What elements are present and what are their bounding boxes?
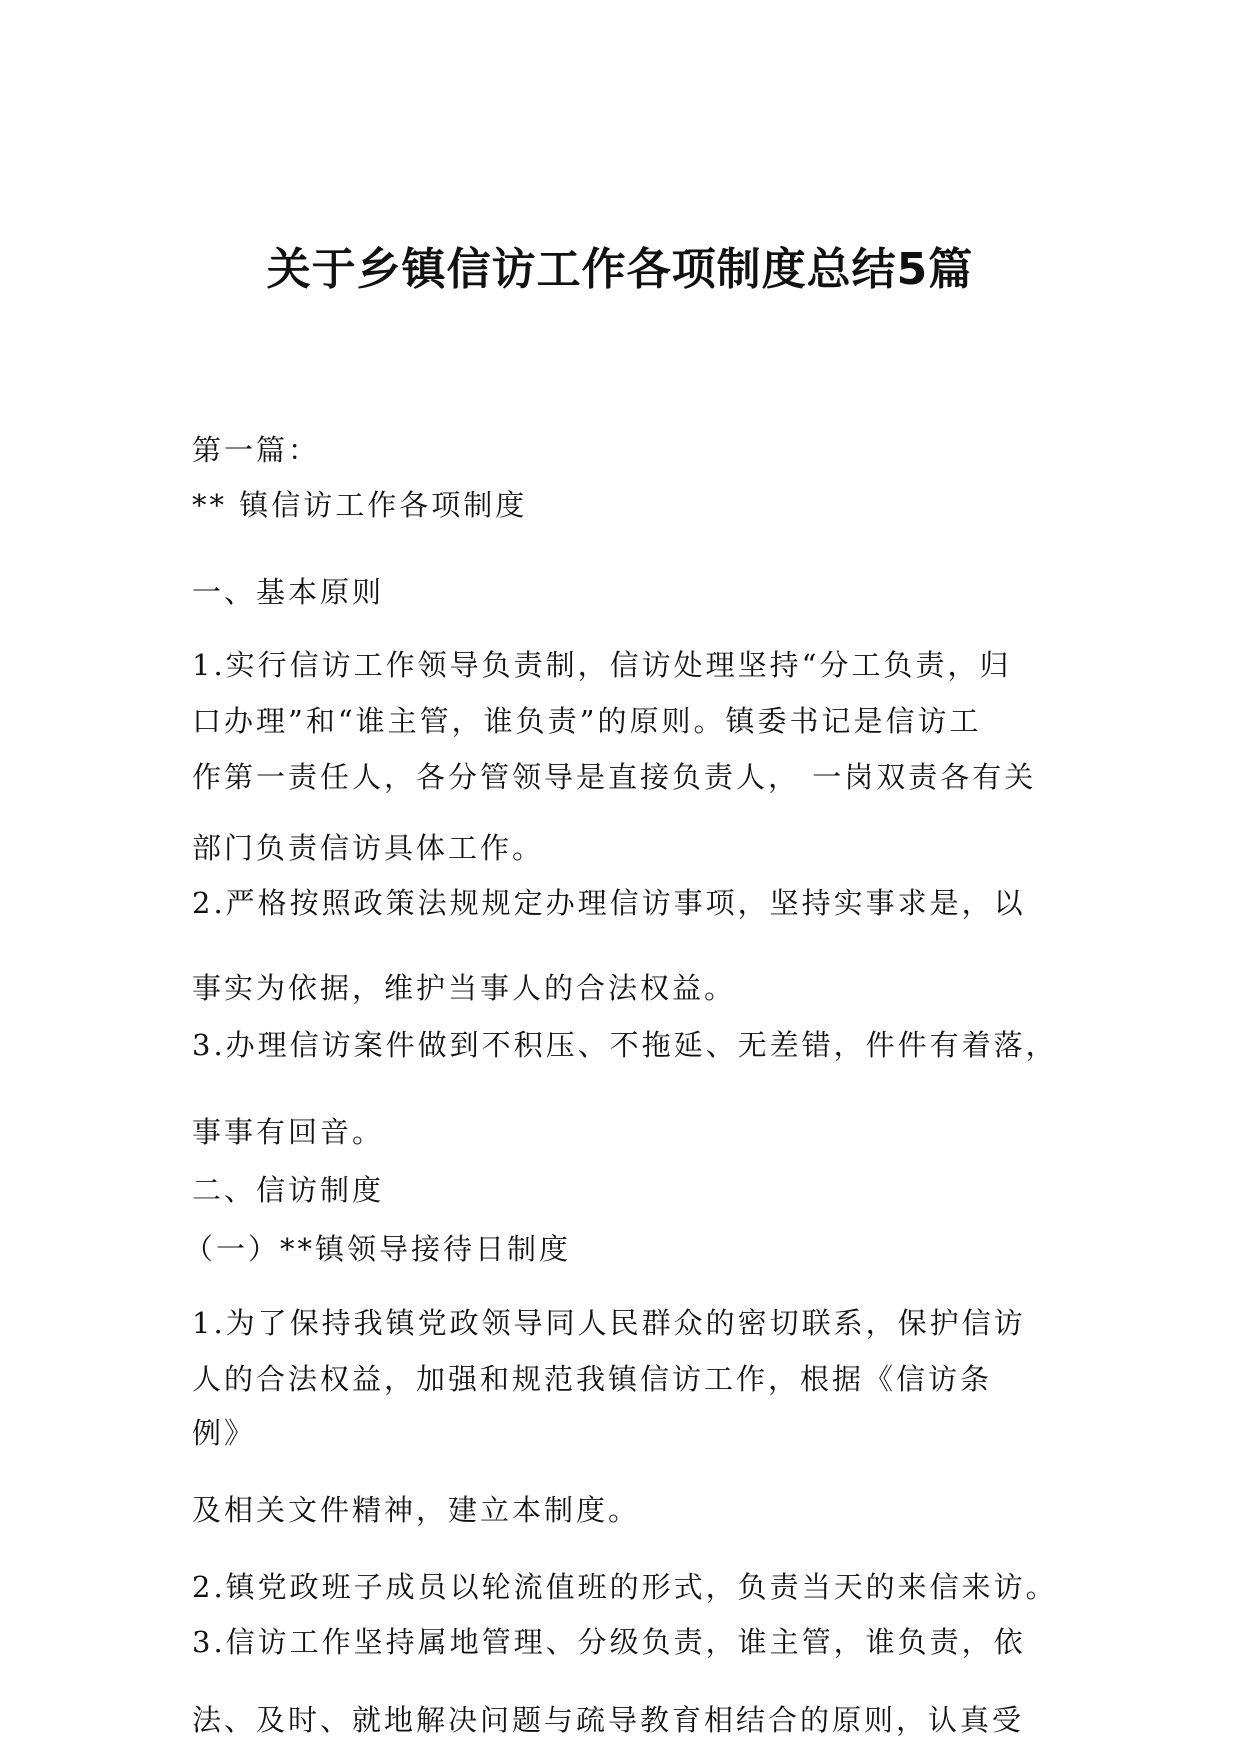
text-line: 1.实行信访工作领导负责制，信访处理坚持“分工负责，归 [192, 648, 1012, 682]
text-line: 1.为了保持我镇党政领导同人民群众的密切联系，保护信访 [192, 1306, 1026, 1340]
section-heading: 二、信访制度 [192, 1173, 385, 1207]
text-line: 事事有回音。 [192, 1115, 385, 1149]
document-title: 关于乡镇信访工作各项制度总结5篇 [266, 244, 974, 295]
text-line: 事实为依据，维护当事人的合法权益。 [192, 971, 737, 1005]
text-line: 例》 [192, 1416, 257, 1450]
text-line: 部门负责信访具体工作。 [192, 831, 545, 865]
text-line: 第一篇： [192, 433, 321, 467]
text-line: 法、及时、就地解决问题与疏导教育相结合的原则，认真受 [192, 1703, 1025, 1737]
text-line: 人的合法权益，加强和规范我镇信访工作，根据《信访条 [192, 1362, 993, 1396]
text-line: 口办理”和“谁主管，谁负责”的原则。镇委书记是信访工 [192, 704, 982, 738]
text-line: 3.办理信访案件做到不积压、不拖延、无差错，件件有着落， [192, 1028, 1058, 1062]
text-line: ** 镇信访工作各项制度 [192, 488, 528, 522]
section-heading: 一、基本原则 [192, 575, 385, 609]
text-line: 及相关文件精神，建立本制度。 [192, 1493, 641, 1527]
text-line: 2.严格按照政策法规规定办理信访事项，坚持实事求是，以 [192, 886, 1026, 920]
text-line: 3.信访工作坚持属地管理、分级负责，谁主管，谁负责，依 [192, 1625, 1026, 1659]
text-line: 作第一责任人，各分管领导是直接负责人， 一岗双责各有关 [192, 760, 1037, 794]
subsection-heading: （一）**镇领导接待日制度 [184, 1232, 572, 1266]
text-line: 2.镇党政班子成员以轮流值班的形式，负责当天的来信来访。 [192, 1570, 1058, 1604]
